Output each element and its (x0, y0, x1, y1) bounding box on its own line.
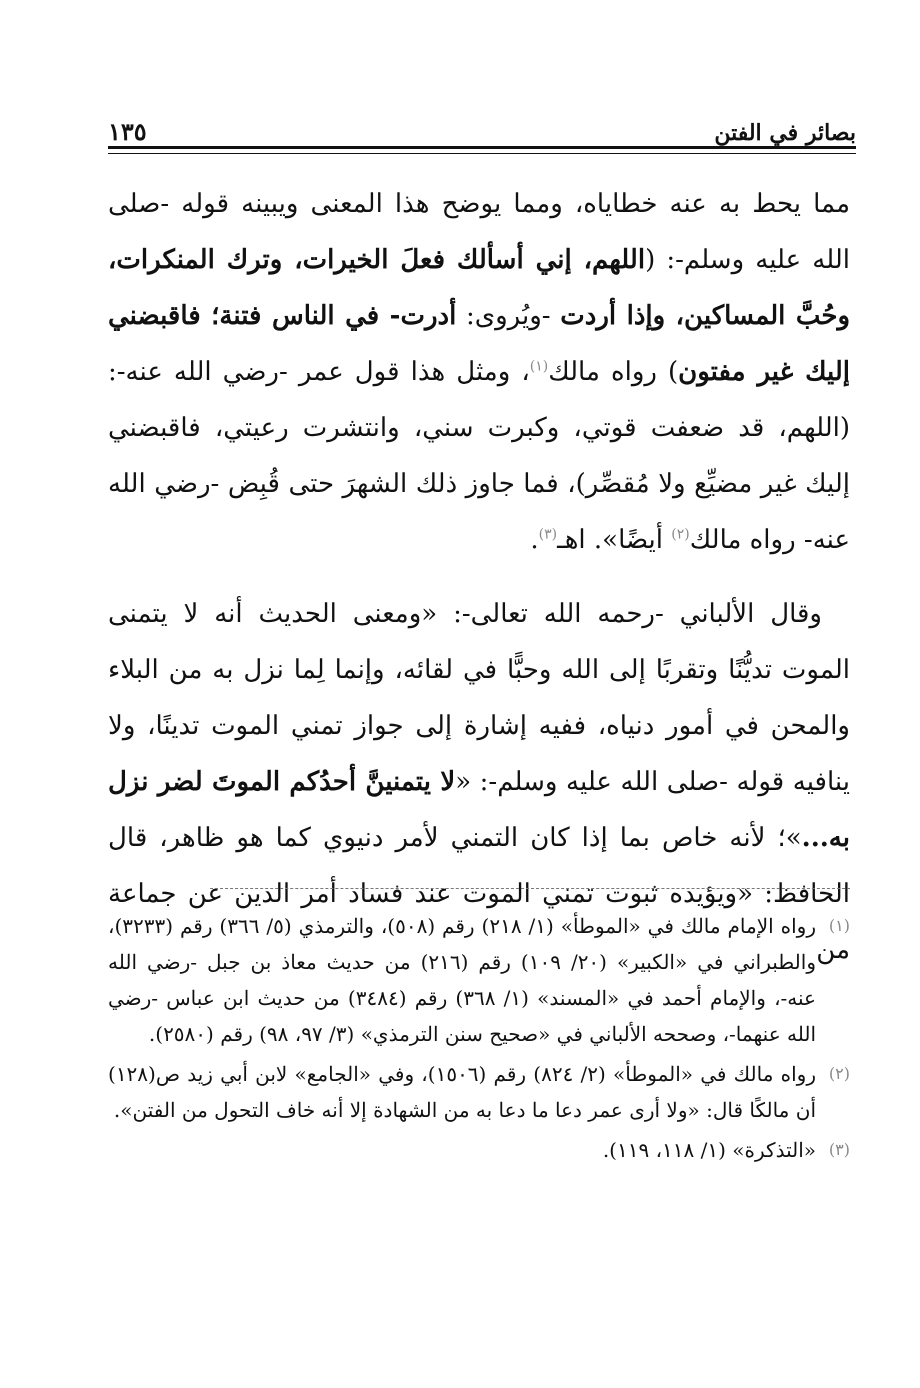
header-rule-thin (108, 153, 856, 154)
footnote-number: (٢) (828, 1064, 850, 1083)
running-title: بصائر في الفتن (714, 120, 856, 146)
footnote-text: رواه مالك في «الموطأ» (٢/ ٨٢٤) رقم (١٥٠٦)، وفي «الجامع» لابن أبي زيد ص(١٢٨) أن مالكًا قال: «ولا أرى عمر دعا ما دعا به من الشهادة إلا أنه خاف التحول من الفتن». (108, 1062, 816, 1122)
text-span: . (530, 525, 539, 555)
footnotes (108, 908, 850, 1172)
main-text (108, 176, 850, 978)
text-span: مما يحط به عنه خطاياه، ومما يوضح هذا المعنى ويبينه قوله -صلى الله عليه وسلم-: ( (108, 189, 850, 275)
text-span: -ويُروى: (456, 301, 561, 331)
text-span: وقال الألباني -رحمه الله تعالى-: «ومعنى الحديث أنه لا يتمنى الموت تديُّنًا وتقربًا إلى الله وحبًّا في لقائه، وإنما لِما نزل به من البلاء والمحن في أمور دنياه، ففيه إشارة إلى جواز تمني الموت تدينًا، ولا ينافيه قوله -صلى الله عليه وسلم-: « (108, 599, 850, 797)
footnote-separator (210, 888, 850, 889)
footnote-ref-2[interactable]: (٢) (671, 526, 690, 543)
footnote-number: (١) (828, 916, 850, 935)
text-span: ، ومثل هذا قول عمر -رضي الله عنه-: (اللهم، قد ضعفت قوتي، وكبرت سني، وانتشرت رعيتي، فاقبضني إليك غير مضيِّع ولا مُقصِّر)، فما جاوز ذلك الشهرَ حتى قُبِض -رضي الله عنه- رواه مالك (108, 357, 850, 555)
header-rule-thick (108, 146, 856, 149)
page-number: ١٣٥ (108, 117, 147, 146)
bold-span: اللهم، إني أسألك فعلَ الخيرات، وترك المنكرات، وحُبَّ المساكين، وإذا أردت (108, 245, 851, 331)
footnote-text: رواه الإمام مالك في «الموطأ» (١/ ٢١٨) رقم (٥٠٨)، والترمذي (٥/ ٣٦٦) رقم (٣٢٣٣)، والطبراني في «الكبير» (٢٠/ ١٠٩) رقم (٢١٦) من حديث معاذ بن جبل -رضي الله عنه-، والإمام أحمد في «المسند» (١/ ٣٦٨) رقم (٣٤٨٤) من حديث ابن عباس -رضي الله عنهما-، وصححه الألباني في «صحيح سنن الترمذي» (٣/ ٩٧، ٩٨) رقم (٢٥٨٠). (108, 914, 816, 1046)
bold-span: لا يتمنينَّ أحدُكم الموتَ لضر نزل به... (108, 767, 850, 853)
footnote-text: «التذكرة» (١/ ١١٨، ١١٩). (602, 1138, 816, 1162)
footnote-ref-3[interactable]: (٣) (538, 526, 558, 543)
running-header (108, 108, 856, 144)
text-span: »؛ لأنه خاص بما إذا كان التمني لأمر دنيوي كما هو ظاهر، قال الحافظ: «ويؤيده ثبوت تمني الموت عند فساد أمر الدين عن جماعة من (108, 823, 850, 965)
bold-span: أدرت- في الناس فتنة؛ فاقبضني إليك غير مفتون (108, 301, 850, 387)
text-span: أيضًا». اهـ (557, 525, 672, 555)
footnote-number: (٣) (828, 1140, 850, 1159)
paragraph-1 (108, 176, 850, 568)
text-span: ) رواه مالك (548, 357, 679, 387)
footnote-1 (108, 908, 850, 1052)
footnote-ref-1[interactable]: (١) (529, 358, 549, 375)
footnote-3 (108, 1132, 850, 1168)
footnote-2 (108, 1056, 850, 1128)
